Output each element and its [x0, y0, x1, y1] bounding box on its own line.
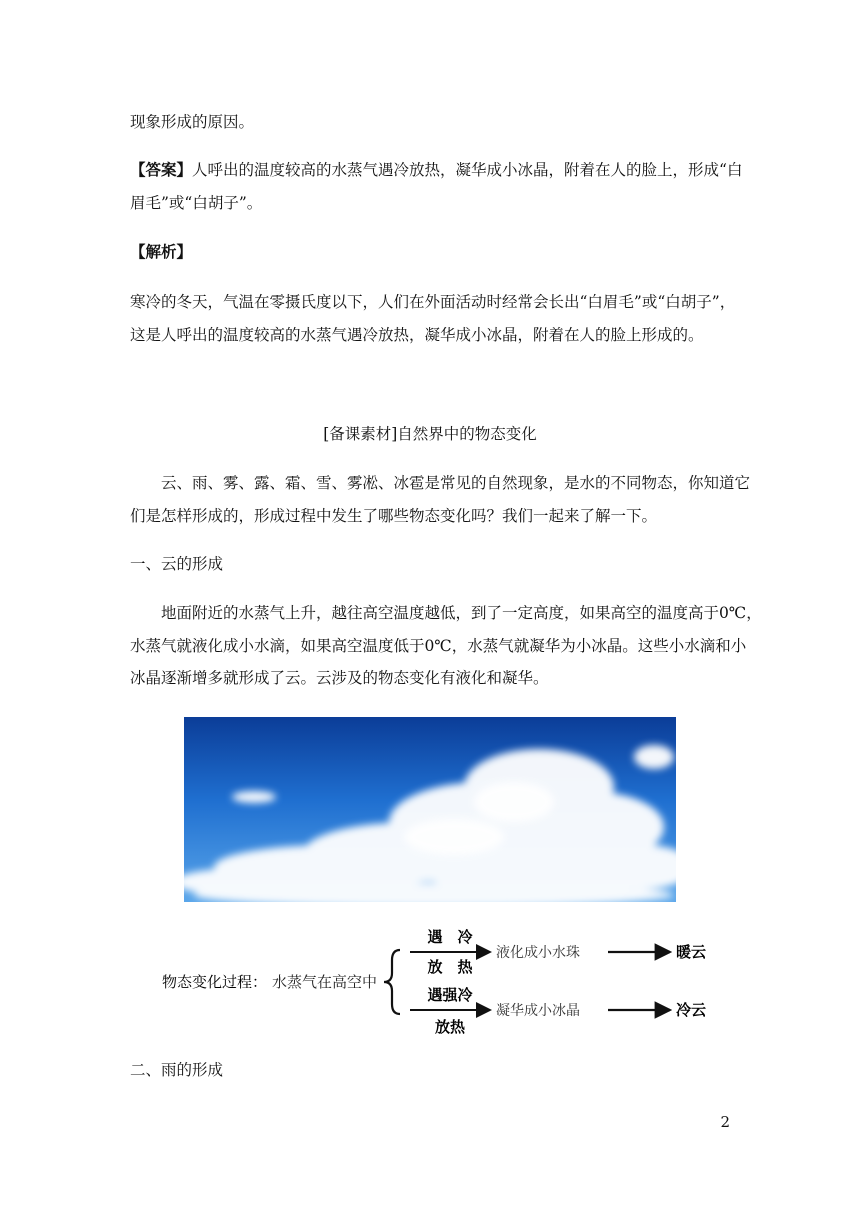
answer-text: 人呼出的温度较高的水蒸气遇冷放热，凝华成小冰晶，附着在人的脸上，形成“白 — [192, 161, 743, 179]
analysis-label: 【解析】 — [130, 242, 193, 261]
answer-line-1 — [130, 160, 743, 180]
cloud-line-3: 冰晶逐渐增多就形成了云。云涉及的物态变化有液化和凝华。 — [130, 669, 549, 687]
answer-line-2: 眉毛”或“白胡子”。 — [130, 194, 263, 212]
diagram-label: 物态变化过程： — [162, 973, 268, 991]
rain-heading: 二、雨的形成 — [130, 1061, 224, 1079]
cloud-line-2: 水蒸气就液化成小水滴，如果高空温度低于0℃，水蒸气就凝华为小冰晶。这些小水滴和小 — [130, 637, 747, 655]
section-title: [备课素材]自然界中的物态变化 — [323, 425, 537, 443]
cloud-photo — [184, 717, 676, 902]
answer-label: 【答案】 — [130, 160, 193, 179]
lower-final: 冷云 — [676, 1001, 707, 1019]
page-number: 2 — [720, 1113, 730, 1131]
cloud-text: 地面附近的水蒸气上升，越往高空温度越低，到了一定高度，如果高空的温度高于0℃， — [161, 604, 762, 622]
cloud-heading: 一、云的形成 — [130, 555, 224, 573]
state-change-diagram — [130, 920, 730, 1040]
analysis-line-2: 这是人呼出的温度较高的水蒸气遇冷放热，凝华成小冰晶，附着在人的脸上形成的。 — [130, 326, 704, 344]
upper-result: 液化成小水珠 — [496, 945, 580, 961]
text-line: 现象形成的原因。 — [130, 113, 255, 131]
lower-condition: 遇强冷 — [427, 986, 473, 1004]
analysis-line-1: 寒冷的冬天，气温在零摄氏度以下，人们在外面活动时经常会长出“白眉毛”或“白胡子”， — [130, 293, 736, 311]
intro-text: 云、雨、雾、露、霜、雪、雾凇、冰雹是常见的自然现象，是水的不同物态，你知道它 — [161, 474, 751, 492]
upper-final: 暖云 — [676, 943, 707, 961]
upper-condition: 遇 冷 — [427, 928, 473, 946]
lower-heat: 放热 — [434, 1018, 466, 1036]
diagram-source: 水蒸气在高空中 — [272, 973, 378, 991]
brace — [384, 950, 400, 1014]
intro-line-2: 们是怎样形成的，形成过程中发生了哪些物态变化吗？我们一起来了解一下。 — [130, 507, 658, 525]
upper-heat: 放 热 — [427, 958, 473, 976]
intro-line-1 — [130, 473, 751, 493]
lower-result: 凝华成小冰晶 — [496, 1003, 580, 1019]
cloud-line-1 — [130, 603, 762, 623]
